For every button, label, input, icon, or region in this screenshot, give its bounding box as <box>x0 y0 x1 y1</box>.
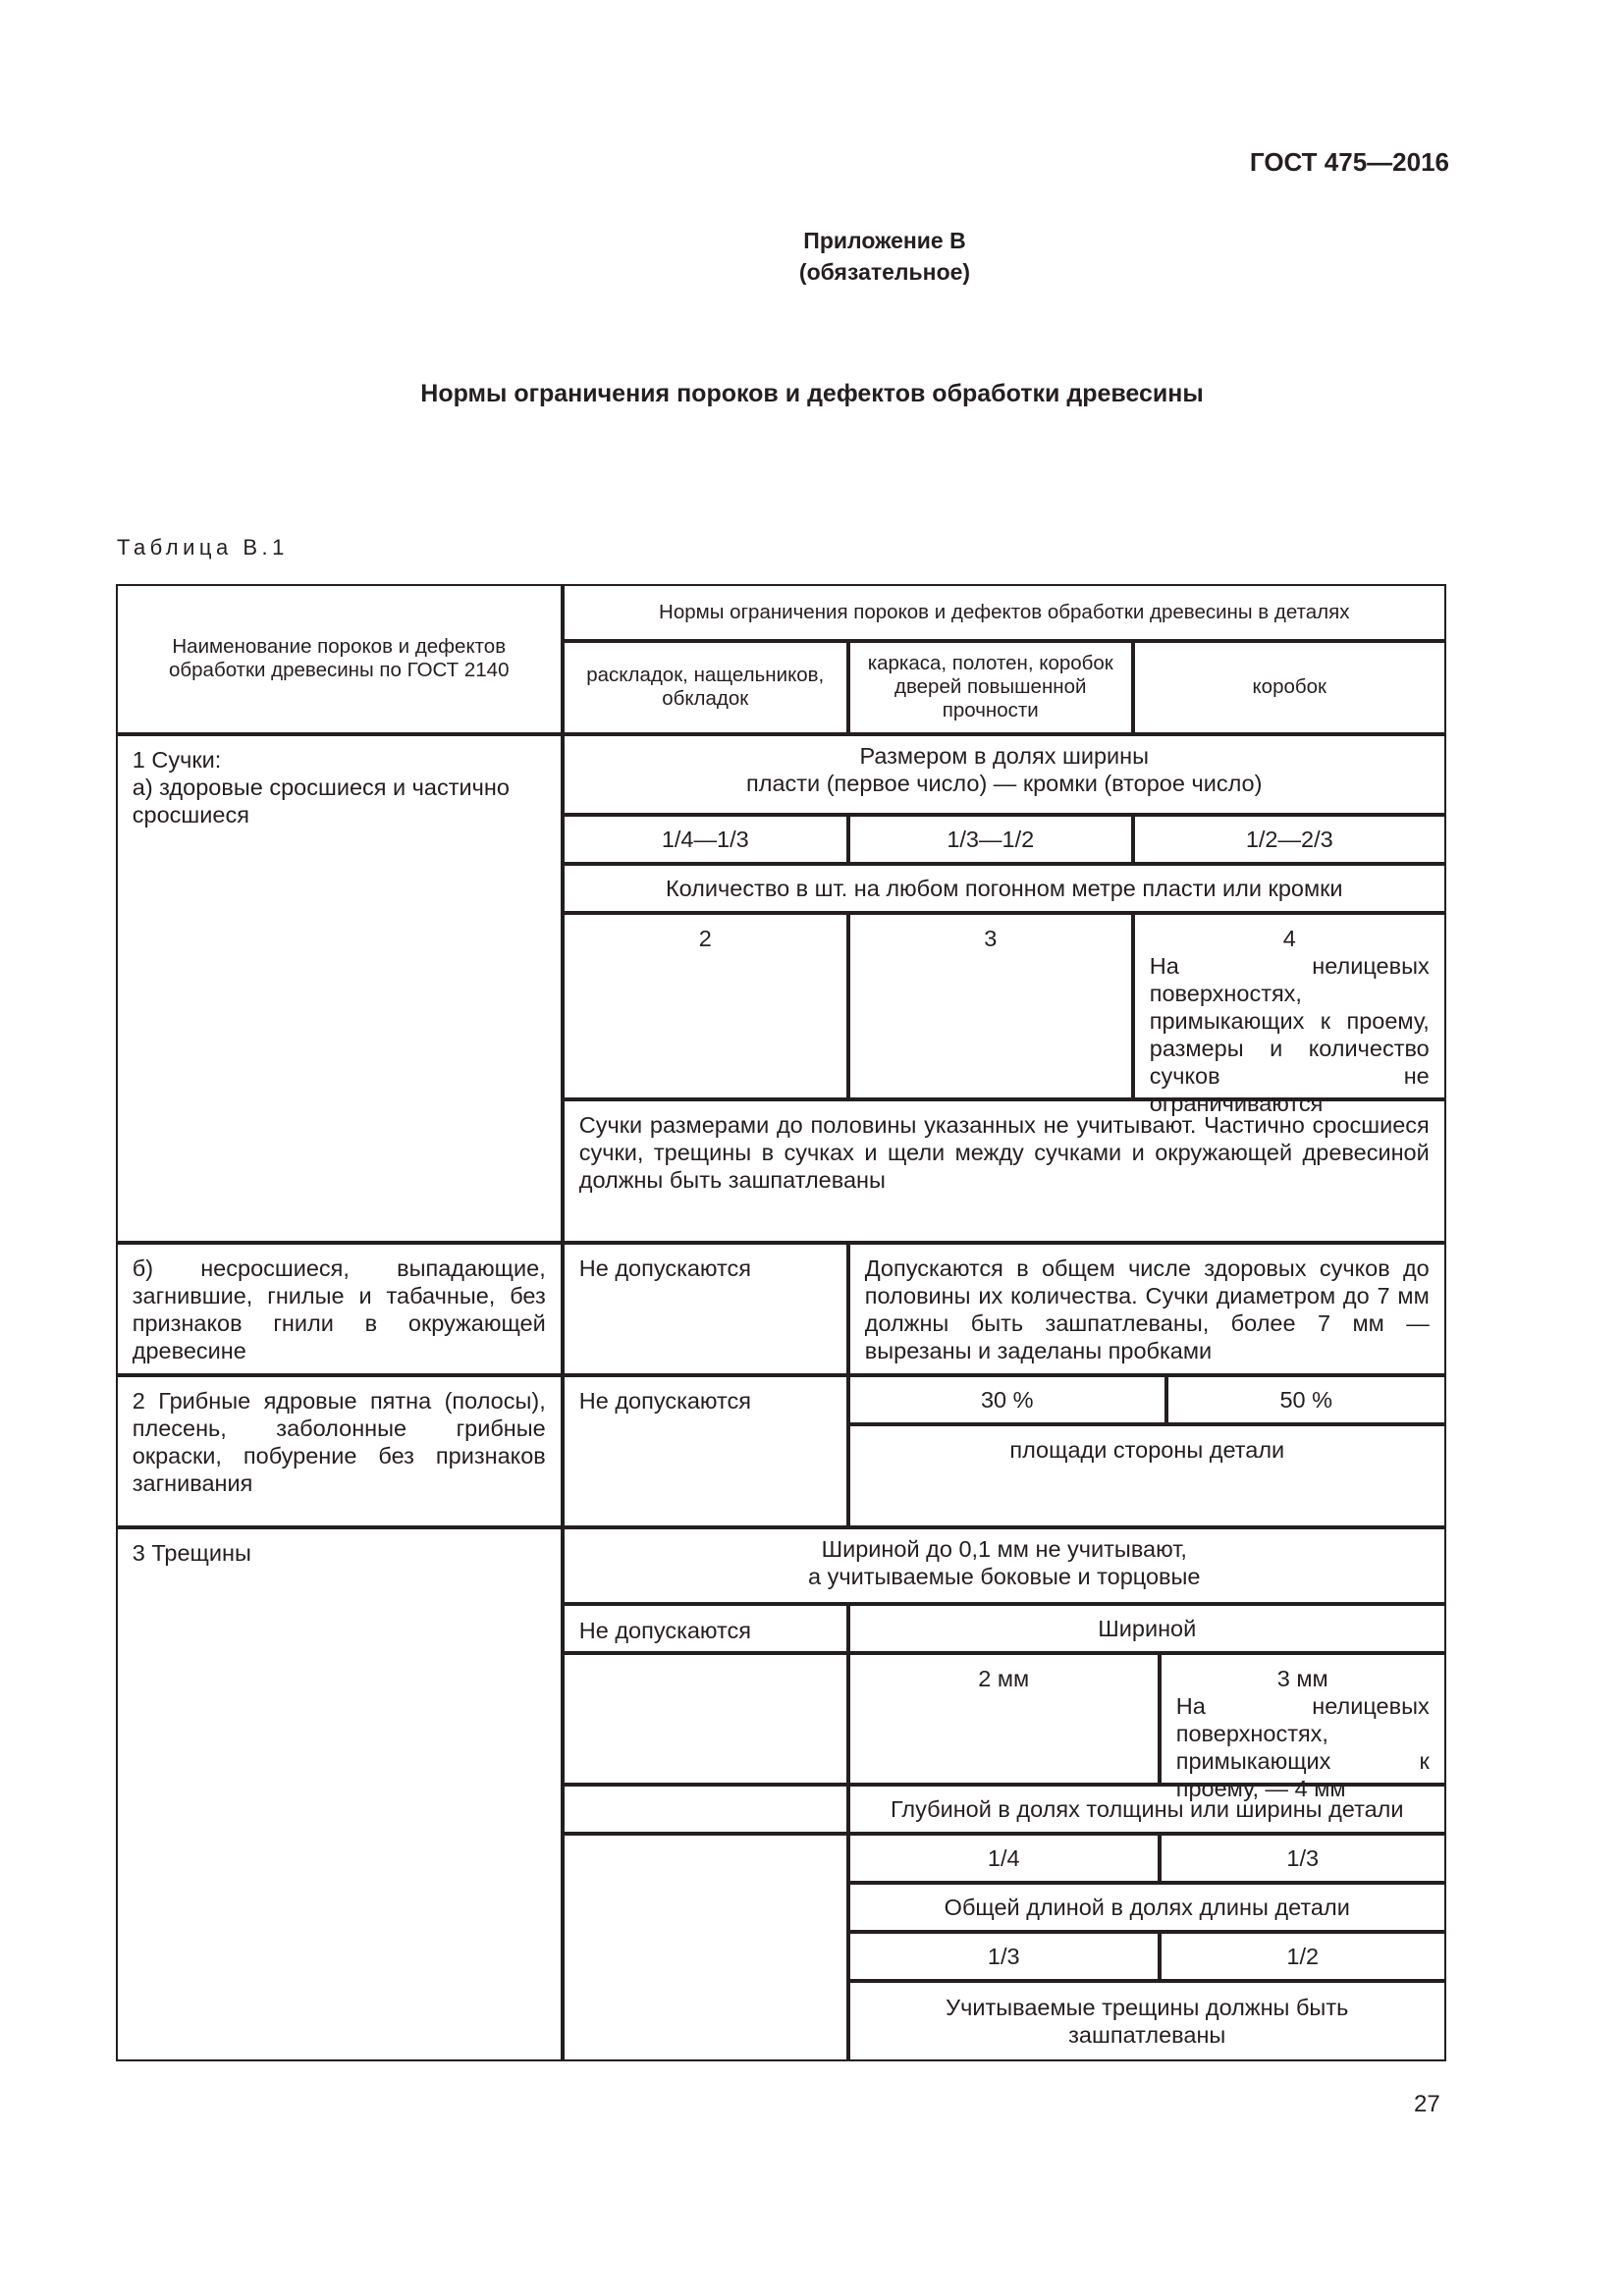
cracks-moldings: Не допускаются <box>563 1604 848 1653</box>
unsound-knots-moldings: Не допускаются <box>563 1243 848 1375</box>
knots-count-frames: 3 <box>848 913 1133 1099</box>
standard-number: ГОСТ 475—2016 <box>1249 147 1449 177</box>
page-title: Нормы ограничения пороков и дефектов обработки древесины <box>420 380 1204 407</box>
cracks-depth-boxes: 1/3 <box>1160 1834 1446 1883</box>
knots-size-boxes: 1/2—2/3 <box>1133 815 1446 864</box>
knots-count-moldings: 2 <box>563 913 848 1099</box>
page-number: 27 <box>1414 2091 1440 2117</box>
cracks-depth-frames: 1/4 <box>848 1834 1160 1883</box>
knots-count-note: Количество в шт. на любом погонном метре пласти или кромки <box>563 864 1446 913</box>
cracks-width-boxes: 3 мм <box>1276 1665 1328 1691</box>
knots-size-note: Размером в долях ширины пласти (первое число) — кромки (второе число) <box>563 734 1446 815</box>
fungal-boxes: 50 % <box>1166 1375 1446 1424</box>
knots-size-moldings: 1/4—1/3 <box>563 815 848 864</box>
cracks-width-frames: 2 мм <box>848 1653 1160 1785</box>
cracks-length-boxes: 1/2 <box>1160 1932 1446 1981</box>
header-col-moldings: раскладок, нащельников, обкладок <box>563 641 848 734</box>
knots-count-boxes: 4 <box>1282 925 1296 951</box>
row-knots-sound-name: 1 Сучки: а) здоровые сросшиеся и частично сросшиеся <box>116 734 563 1243</box>
header-col-frames: каркаса, полотен, коробок дверей повышенной прочности <box>848 641 1133 734</box>
cracks-empty-cell-3 <box>563 1834 848 2061</box>
row-fungal-name: 2 Грибные ядровые пятна (полосы), плесень, заболонные грибные окраски, побурение без признаков загнивания <box>116 1375 563 1527</box>
appendix-title: Приложение В <box>803 228 966 253</box>
cracks-depth-label: Глубиной в долях толщины или ширины детали <box>848 1785 1446 1834</box>
fungal-moldings: Не допускаются <box>563 1375 848 1527</box>
header-defect-name: Наименование пороков и дефектов обработки древесины по ГОСТ 2140 <box>116 584 563 734</box>
cracks-empty-cell-1 <box>563 1653 848 1785</box>
cracks-length-frames: 1/3 <box>848 1932 1160 1981</box>
table-caption: Таблица В.1 <box>117 535 289 560</box>
fungal-frames: 30 % <box>848 1375 1166 1424</box>
header-col-boxes: коробок <box>1133 641 1446 734</box>
row-knots-unsound-name: б) несросшиеся, выпадающие, загнившие, гнилые и табачные, без признаков гнили в окружающей древесине <box>116 1243 563 1375</box>
cracks-width-note: Шириной до 0,1 мм не учитывают, а учитываемые боковые и торцовые <box>563 1527 1446 1604</box>
cracks-final-note: Учитываемые трещины должны быть зашпатлеваны <box>848 1981 1446 2061</box>
appendix-status: (обязательное) <box>798 259 971 285</box>
row-cracks-name: 3 Трещины <box>116 1527 563 2061</box>
cracks-width-boxes-cell <box>1160 1653 1446 1801</box>
cracks-length-label: Общей длиной в долях длины детали <box>848 1883 1446 1932</box>
cracks-empty-cell-2 <box>563 1785 848 1834</box>
cracks-width-boxes-note: На нелицевых поверхностях, примыкающих к проему, — 4 мм <box>1175 1692 1430 1801</box>
knots-count-boxes-cell <box>1133 913 1446 1116</box>
header-norms: Нормы ограничения пороков и дефектов обработки древесины в деталях <box>563 584 1446 641</box>
knots-size-frames: 1/3—1/2 <box>848 815 1133 864</box>
cracks-width-label: Шириной <box>848 1604 1446 1653</box>
knots-count-boxes-note: На нелицевых поверхностях, примыкающих к проему, размеры и количество сучков не ограничиваются <box>1149 952 1430 1116</box>
unsound-knots-frames-boxes: Допускаются в общем числе здоровых сучков до половины их количества. Сучки диаметром до 7 мм должны быть зашпатлеваны, более 7 мм — вырезаны и заделаны пробками <box>848 1243 1446 1375</box>
knots-general-note: Сучки размерами до половины указанных не учитывают. Частично сросшиеся сучки, трещины в сучках и щели между сучками и окружающей древесиной должны быть зашпатлеваны <box>563 1099 1446 1243</box>
fungal-area-note: площади стороны детали <box>848 1424 1446 1527</box>
